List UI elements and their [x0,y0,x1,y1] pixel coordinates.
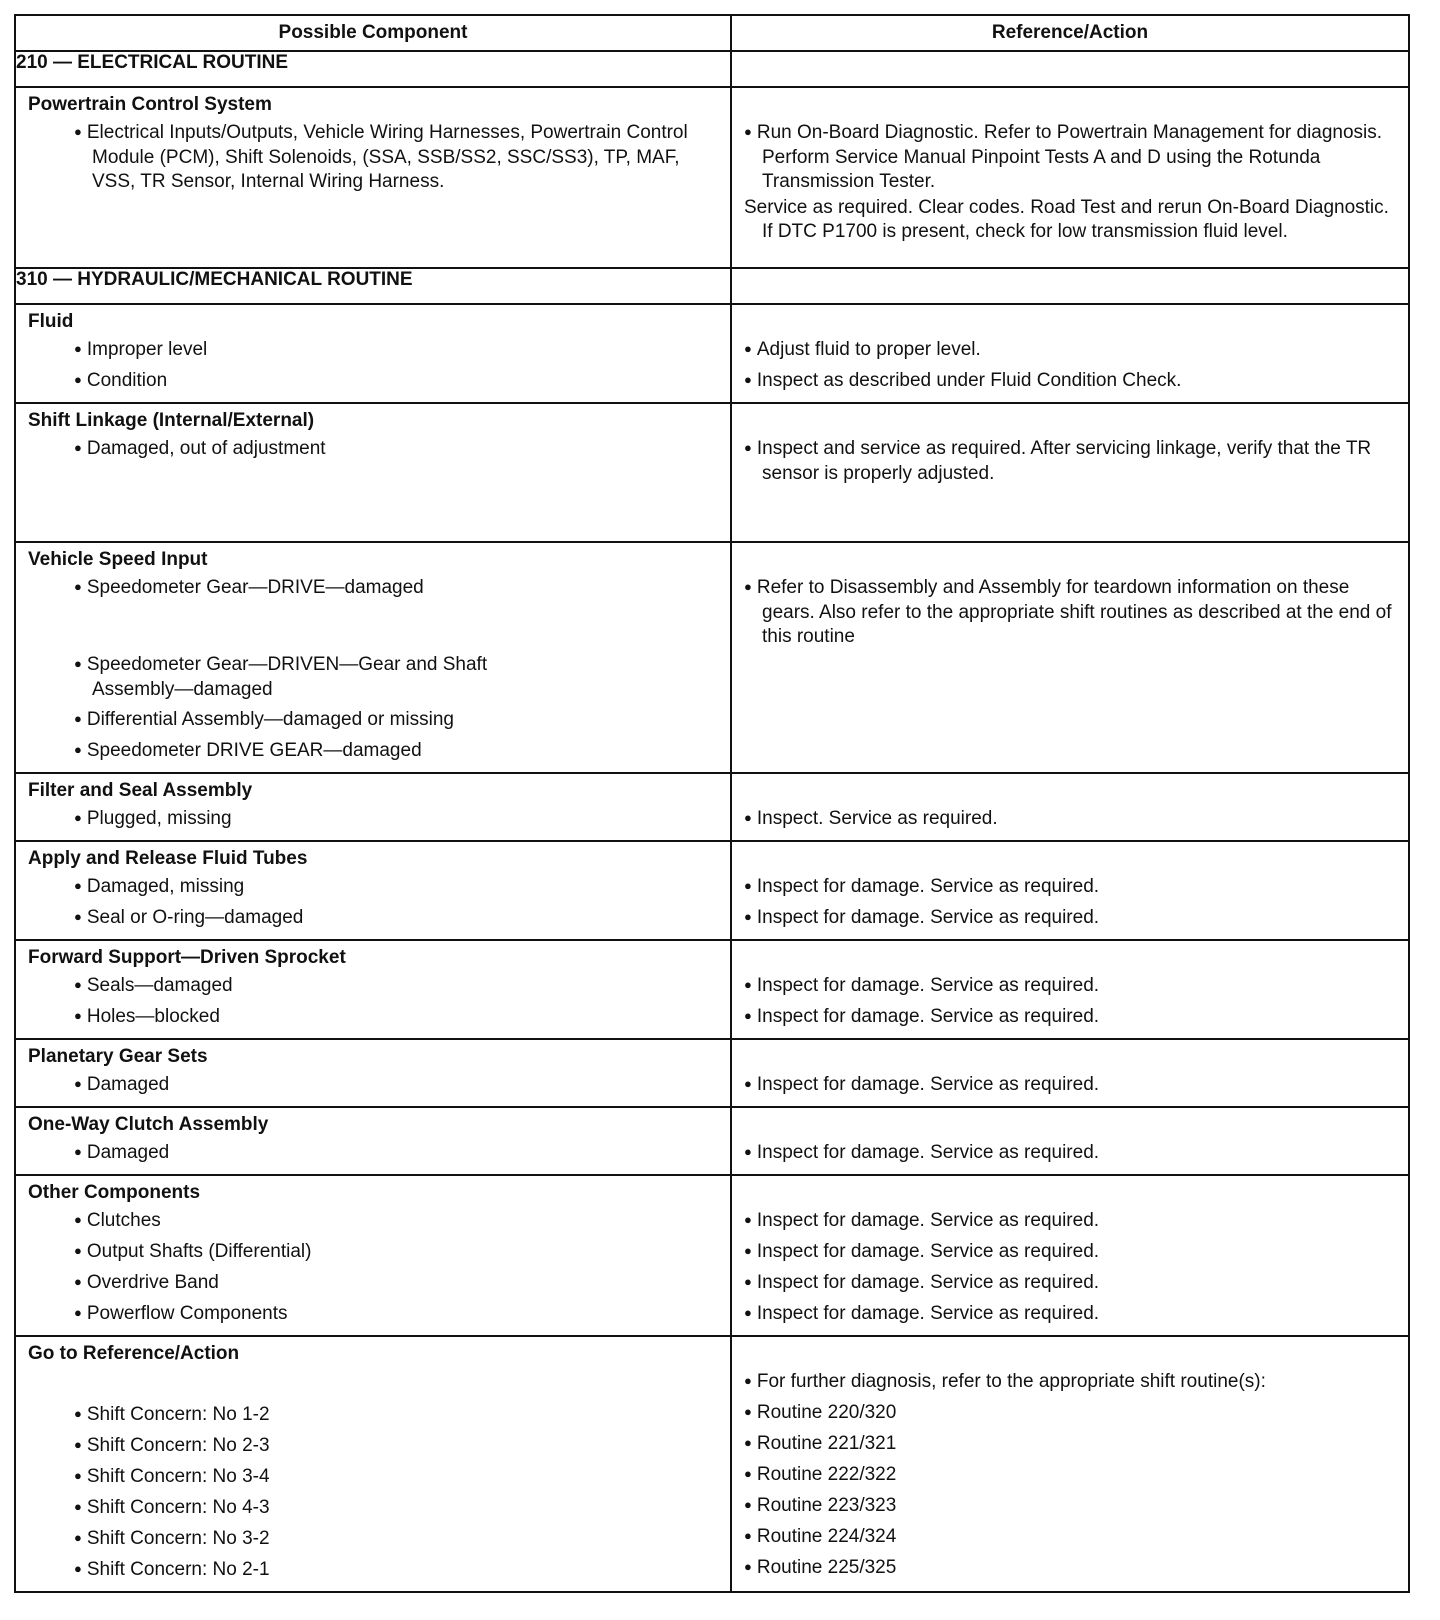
component-cell [15,87,731,268]
diagnosis-sheet [14,14,1408,1593]
component-item: ● Speedometer DRIVE GEAR—damaged [74,739,720,764]
component-cell [15,542,731,773]
component-item: ● Clutches [74,1209,720,1234]
component-item: ● Speedometer Gear—DRIVEN—Gear and Shaft Assembly—damaged [74,653,560,702]
reference-cell [731,304,1409,403]
component-title: One-Way Clutch Assembly [28,1114,269,1135]
component-item: ● Damaged, out of adjustment [74,437,720,462]
table-row [15,1175,1409,1336]
reference-cell [731,542,1409,773]
header-reference-action: Reference/Action [731,15,1409,51]
component-title: Apply and Release Fluid Tubes [28,848,308,869]
component-item: ● Speedometer Gear—DRIVE—damaged [74,576,720,601]
table-row [15,87,1409,268]
component-cell [15,841,731,940]
component-title: Powertrain Control System [28,94,272,115]
reference-item: ● Inspect for damage. Service as required. [744,1209,1398,1234]
table-row [15,1336,1409,1592]
routine-row-electrical [15,51,1409,87]
component-cell [15,403,731,542]
component-item: ● Powerflow Components [74,1302,720,1327]
component-item: ● Output Shafts (Differential) [74,1240,720,1265]
reference-item: ● Inspect for damage. Service as required. [744,1005,1398,1030]
reference-item: ● Inspect for damage. Service as required. [744,875,1398,900]
reference-item: ● Inspect for damage. Service as required. [744,1073,1398,1098]
reference-cell [731,773,1409,841]
reference-item: ● Inspect for damage. Service as required. [744,906,1398,931]
component-item: ● Differential Assembly—damaged or missing [74,708,720,733]
table-row [15,1107,1409,1175]
reference-item: ● Run On-Board Diagnostic. Refer to Powertrain Management for diagnosis. Perform Service Manual Pinpoint Tests A and D using the Rotunda Transmission Tester. [744,121,1398,194]
reference-item: ● Routine 223/323 [744,1494,1398,1519]
reference-cell [731,1336,1409,1592]
component-item: ● Damaged, missing [74,875,720,900]
component-cell [15,1107,731,1175]
component-item: ● Shift Concern: No 1-2 [74,1403,720,1428]
component-title: Fluid [28,311,74,332]
component-cell [15,1336,731,1592]
reference-cell [731,403,1409,542]
component-title: Shift Linkage (Internal/External) [28,410,315,431]
component-item: ● Shift Concern: No 4-3 [74,1496,720,1521]
table-row [15,304,1409,403]
component-item: ● Improper level [74,338,720,363]
component-item: ● Holes—blocked [74,1005,720,1030]
reference-item: ● Inspect for damage. Service as required. [744,1271,1398,1296]
reference-item: ● Adjust fluid to proper level. [744,338,1398,363]
component-cell [15,1175,731,1336]
reference-item: ● Inspect as described under Fluid Condition Check. [744,369,1398,394]
component-cell [15,773,731,841]
component-title: Vehicle Speed Input [28,549,208,570]
reference-item: ● Routine 221/321 [744,1432,1398,1457]
component-title: Filter and Seal Assembly [28,780,253,801]
routine-row-hydraulic [15,268,1409,304]
reference-cell [731,87,1409,268]
component-item: ● Seal or O-ring—damaged [74,906,720,931]
reference-item: ● Routine 225/325 [744,1556,1398,1581]
component-title: Go to Reference/Action [28,1343,240,1364]
header-possible-component: Possible Component [15,15,731,51]
header-row [15,15,1409,51]
component-item: ● Damaged [74,1073,720,1098]
reference-item: ● Inspect for damage. Service as required. [744,1240,1398,1265]
diagnosis-table [14,14,1410,1593]
component-cell [15,304,731,403]
reference-item: Service as required. Clear codes. Road Test and rerun On-Board Diagnostic. If DTC P1700 is present, check for low transmission fluid level. [744,197,1389,242]
component-cell [15,1039,731,1107]
component-item: ● Seals—damaged [74,974,720,999]
component-item: ● Condition [74,369,720,394]
reference-item: ● Routine 220/320 [744,1401,1398,1426]
routine-empty-cell [731,51,1409,87]
table-row [15,403,1409,542]
component-item: ● Shift Concern: No 2-1 [74,1558,720,1583]
reference-item: ● Routine 222/322 [744,1463,1398,1488]
reference-item: ● Inspect for damage. Service as required. [744,1141,1398,1166]
component-item: ● Shift Concern: No 3-2 [74,1527,720,1552]
table-row [15,940,1409,1039]
component-item: ● Electrical Inputs/Outputs, Vehicle Wiring Harnesses, Powertrain Control Module (PCM), Shift Solenoids, (SSA, SSB/SS2, SSC/SS3), TP, MAF, VSS, TR Sensor, Internal Wiring Harness. [74,121,690,194]
component-item: ● Overdrive Band [74,1271,720,1296]
table-row [15,1039,1409,1107]
component-title: Other Components [28,1182,201,1203]
routine-label-electrical: 210 — ELECTRICAL ROUTINE [15,51,731,87]
reference-item: ● Routine 224/324 [744,1525,1398,1550]
table-row [15,773,1409,841]
reference-item: ● Inspect for damage. Service as required. [744,1302,1398,1327]
component-item: ● Damaged [74,1141,720,1166]
component-cell [15,940,731,1039]
reference-cell [731,1107,1409,1175]
reference-item: ● Refer to Disassembly and Assembly for teardown information on these gears. Also refer to the appropriate shift routines as described at the end of this routine [744,576,1398,649]
routine-empty-cell [731,268,1409,304]
component-item: ● Plugged, missing [74,807,720,832]
reference-cell [731,940,1409,1039]
component-item: ● Shift Concern: No 3-4 [74,1465,720,1490]
reference-cell [731,1039,1409,1107]
reference-cell [731,1175,1409,1336]
component-title: Planetary Gear Sets [28,1046,208,1067]
reference-cell [731,841,1409,940]
reference-item: ● Inspect for damage. Service as required. [744,974,1398,999]
component-title: Forward Support—Driven Sprocket [28,947,346,968]
component-item: ● Shift Concern: No 2-3 [74,1434,720,1459]
reference-item: ● For further diagnosis, refer to the appropriate shift routine(s): [744,1370,1398,1395]
reference-item: ● Inspect. Service as required. [744,807,1398,832]
table-row [15,841,1409,940]
routine-label-hydraulic: 310 — HYDRAULIC/MECHANICAL ROUTINE [15,268,731,304]
table-row [15,542,1409,773]
reference-item: ● Inspect and service as required. After servicing linkage, verify that the TR sensor is properly adjusted. [744,437,1398,486]
